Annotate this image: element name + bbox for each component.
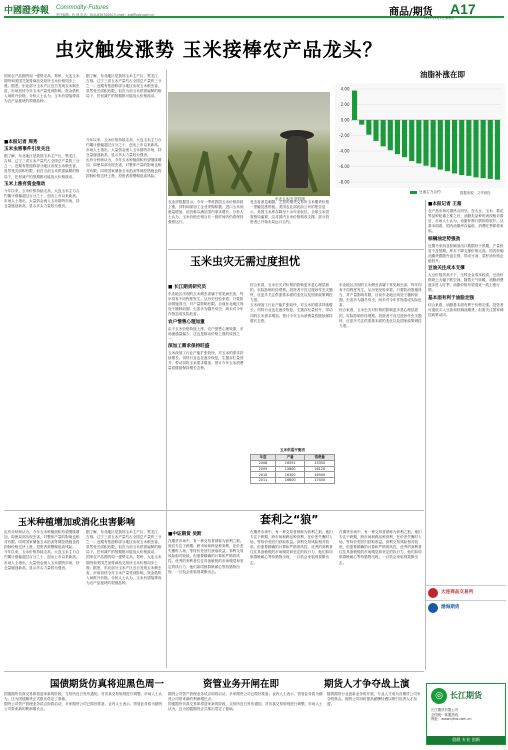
- main-headline: 虫灾触发涨势 玉米接棒农产品龙头？: [55, 39, 383, 61]
- chart-bar-12: [438, 120, 443, 170]
- bottom-title-3: 期货人才争夺战上演: [324, 679, 410, 690]
- section-english: Commodity·Futures: [56, 5, 109, 11]
- right-text-2: 近期马来西亚棕榈油出口数据好于预期，产量恢复不及预期，库存下降支撑价格走高。国内棕榈油期货跟随外盘走强，带动豆油、菜籽油价格企稳回升。: [428, 243, 504, 263]
- chart-title: 油脂补涨在即: [420, 70, 465, 79]
- center-lower-text-4: 东北地区出现的玉米螟虫害属于常见病虫害，每年均有不同程度发生。从历史经验来看，只要防治措施得当，对产量影响有限。目前东北地区尚处于播种前期，虫害多为越冬幼虫，尚未对今年作物造成实际危害。: [339, 283, 422, 308]
- center-lower-text-2: 玉米深加工行业产能扩张较快，对玉米的需求持续增长。饲料行业也在逐步恢复，生猪存栏量回升，带动饲料玉米需求增加。预计今年玉米消费量将继续保持增长态势。: [168, 351, 244, 371]
- lead-intro: [4, 74, 82, 134]
- bottom-title-2: 资管业务开闸在即: [203, 679, 280, 690]
- table-cell-3-0: 2011: [251, 478, 276, 484]
- table-cell-1-2: 16120: [305, 466, 335, 472]
- center-lower-text-5: 综合来看，玉米虫灾对价格的影响更多是心理层面的，实际影响有待观察。投资者不宜过度炒作虫灾题材，应更多关注供需基本面的变化以及国家政策调控力度。: [339, 308, 422, 328]
- chart-legend: [410, 190, 441, 195]
- lead-bottom-text-1b: 今年以来，玉米价格持续走高，大连玉米主力合约累计涨幅超过百分之十，创出上市以来新高。市场人士指出，大量资金流入玉米期货市场，持仓量屡创新高，显示多头力量较为强劲。: [4, 550, 80, 570]
- table-title: 玉米供需平衡表: [279, 448, 306, 452]
- lead-col-2: [86, 138, 164, 308]
- y-tick-label-0: 4.00: [340, 86, 350, 92]
- chart-bar-11: [431, 120, 436, 167]
- y-tick-label-5: -6.00: [339, 163, 350, 169]
- wolf-heading: ■中证期货 吴斯: [168, 532, 202, 537]
- chart-bar-3: [373, 120, 378, 141]
- table-row: [251, 460, 335, 466]
- ad-bohai-name: 渤海期货: [441, 605, 460, 610]
- lead-intro-text: 国家农产品期货周一强势走高，郑州、大连玉米期货和美国芝加哥商品交易所玉米价格同步上涨。据悉，东北部分玉米产区近日发现玉米螟虫害，市场担忧今年玉米产量受到影响，资金借机入场推升价格。分析人士认为，玉米有望接棒成为农产品板块的领涨品种。: [4, 74, 80, 104]
- wolf-col-2: [250, 530, 335, 668]
- page-number: A17: [450, 1, 476, 17]
- lead-body-2: 今年以来，玉米价格持续走高，大连玉米主力合约累计涨幅超过百分之十，创出上市以来新高。市场人士指出，大量资金流入玉米期货市场，持仓量屡创新高，显示多头力量较为强劲。: [4, 188, 80, 209]
- center-text-2: 受虫害消息刺激，芝加哥期货交易所玉米期货价格一度触及涨停板。美国农业部此前公布的报告显示，美国玉米库存降至十余年来低位，全球玉米供需格局偏紧，这对国内玉米价格构成支撑。部分投资者已开始布局远月合约。: [250, 200, 330, 225]
- wolf-text-3: 在期货市场中，有一种交易者被称为套利之狼。他们专注于跨期、跨市场和跨品种套利，在价差失衡时入场，等待价差回归获取收益。套利交易风险相对较低，但需要精确的计算和严格的风控。优秀的套利者往往具备敏锐的市场嗅觉和坚定的执行力，他们如同狼群般耐心等待猎物出现，一旦机会来临则果断出击。: [339, 530, 422, 565]
- table-header-2: 消费量: [305, 455, 335, 461]
- ad-details: 长江期货有限公司 全国统一客服热线 网址：www.cjfco.com.cn: [431, 708, 472, 722]
- right-subhead-3: 豆油关注成本支撑: [428, 266, 465, 272]
- ad-slogan: 稳健 专业 创新: [427, 736, 505, 744]
- chart-bar-19: [488, 120, 493, 179]
- center-lower-col-2: [250, 283, 335, 443]
- bottom-text-2: 期货公司资产管理业务试点即将启动，多家期货公司已做好准备。业内人士表示，资管业务将为期货公司带来新的利润增长点。: [168, 692, 323, 702]
- wolf-col-1: [168, 530, 246, 668]
- right-text-3: 大豆价格居高不下，压榨企业成本较高，豆油价格缺乏大幅下跌空间。随着天气转暖，油脂消费逐步进入旺季，油脂价格有望迎来一波上涨行情。: [428, 273, 504, 293]
- table-cell-0-0: 2008: [251, 460, 276, 466]
- masthead: [4, 3, 504, 18]
- lead-subhead-1: 玉米虫害事件引发关注: [4, 147, 50, 153]
- legend-label: 豆油主力合约: [419, 190, 441, 194]
- table-header-1: 产量: [275, 455, 305, 461]
- center-col-1: [168, 200, 246, 244]
- page-date: 2011年4月1日 星期五: [424, 16, 455, 20]
- oil-chart-svg: [335, 83, 505, 188]
- center-col-2: [250, 200, 332, 244]
- wolf-title: 套利之“狼”: [260, 513, 319, 526]
- lead-reporter: ■本报记者 周秀: [4, 140, 38, 145]
- y-tick-label-1: 2.00: [340, 101, 350, 107]
- chart-bar-2: [366, 120, 371, 135]
- bottom-col-3: [327, 692, 423, 747]
- chart-bar-13: [445, 120, 450, 171]
- lead-intro-text-2: 据了解，东北地区是我国玉米主产区，黑龙江、吉林、辽宁三省玉米产量约占全国总产量的三分之一。近期有报道称部分地区出现玉米螟虫害，虽然受灾面积有限，但在当前玉米供需偏紧的格局下，任何减产的预期都可能放大价格波动。: [86, 74, 162, 99]
- chart-bar-9: [416, 120, 421, 163]
- center-lower-text-3: 综合来看，玉米虫灾对价格的影响更多是心理层面的，实际影响有待观察。投资者不宜过度炒作虫灾题材，应更多关注供需基本面的变化以及国家政策调控力度。: [250, 283, 333, 303]
- table-cell-3-1: 16800: [275, 478, 305, 484]
- corn-field-photo: [168, 92, 330, 196]
- chart-bar-14: [452, 120, 457, 173]
- right-subhead-2: 棕榈油走势强劲: [428, 236, 461, 242]
- table-cell-0-1: 16591: [275, 460, 305, 466]
- center-lower-text-3b: 玉米深加工行业产能扩张较快，对玉米的需求持续增长。饲料行业也在逐步恢复，生猪存栏量回升，带动饲料玉米需求增加。预计今年玉米消费量将继续保持增长态势。: [250, 303, 333, 323]
- lead-subhead-2: 玉米上涨有资金推动: [4, 181, 46, 187]
- lead-body-1: 据了解，东北地区是我国玉米主产区，黑龙江、吉林、辽宁三省玉米产量约占全国总产量的三分之一。近期有报道称部分地区出现玉米螟虫害，虽然受灾面积有限，但在当前玉米供需偏紧的格局下，任何减产的预期都可能放大价格波动。: [4, 154, 80, 179]
- lead-bottom-title: 玉米种植增加或消化虫害影响: [18, 518, 136, 528]
- table-row: [251, 472, 335, 478]
- center-lower-title: 玉米虫灾无需过度担忧: [190, 255, 300, 268]
- table-cell-2-2: 16900: [305, 472, 335, 478]
- table-cell-3-2: 17400: [305, 478, 335, 484]
- y-tick-label-6: -8.00: [339, 179, 350, 185]
- lead-bottom-col-2: [86, 530, 164, 668]
- center-lower-text-1b: 由于玉米价格持续上涨，农户惜售心理较重，市场流通量偏少，这也是推动价格上涨的原因之一。: [168, 326, 244, 341]
- chart-bar-5: [388, 120, 393, 150]
- ad-dce-name: 大连商品交易所: [441, 590, 474, 595]
- table-cell-0-2: 15350: [305, 460, 335, 466]
- center-lower-sub-2: 深加工需求保持旺盛: [168, 343, 210, 349]
- bottom-text-2b: 国债期货仿真交易即将迎来新的阶段，交易所近日发布通知，对仿真交易规则进行调整。市场人士认为，这为国债期货正式推出奠定了基础。: [168, 702, 323, 712]
- data-table: [250, 454, 335, 484]
- farmer-figure: [286, 136, 308, 188]
- lead-body-2b: 今年以来，玉米价格持续走高，大连玉米主力合约累计涨幅超过百分之十，创出上市以来新高。市场人士指出，大量资金流入玉米期货市场，持仓量屡创新高，显示多头力量较为强劲。: [86, 138, 162, 158]
- bottom-text-1b: 期货公司资产管理业务试点即将启动，多家期货公司已做好准备。业内人士表示，资管业务将为期货公司带来新的利润增长点。: [4, 702, 163, 712]
- lead-bottom-text-2: 据了解，东北地区是我国玉米主产区，黑龙江、吉林、辽宁三省玉米产量约占全国总产量的三分之一。近期有报道称部分地区出现玉米螟虫害，虽然受灾面积有限，但在当前玉米供需偏紧的格局下，任何减产的预期都可能放大价格波动。: [86, 530, 162, 555]
- center-text-1: 农业部数据显示，今年一季度我国玉米价格持续上涨，饲料和深加工企业采购积极。进口玉米到港量增加，但仍难以满足国内需求增长。分析人士认为，玉米价格在相当长一段时间内仍将保持强势运行。: [168, 200, 244, 225]
- lead-bottom-text-2b: 国家农产品期货周一强势走高，郑州、大连玉米期货和美国芝加哥商品交易所玉米价格同步上涨。据悉，东北部分玉米产区近日发现玉米螟虫害，市场担忧今年玉米产量受到影响，资金借机入场推升价格。分析人士认为，玉米有望接棒成为农产品板块的领涨品种。: [86, 555, 162, 585]
- table-header-0: 年度: [251, 455, 276, 461]
- bottom-text-3: 随着期货行业创新业务的开展，专业人才成为各期货公司争夺的焦点。期货公司纷纷提高薪酬待遇以吸引优秀人才加盟。: [327, 692, 421, 707]
- bottom-text-1: 国债期货仿真交易即将迎来新的阶段，交易所近日发布通知，对仿真交易规则进行调整。市场人士认为，这为国债期货正式推出奠定了基础。: [4, 692, 163, 702]
- lead-intro-col2: [86, 74, 164, 134]
- lead-col-1: [4, 138, 82, 308]
- column-rule-1: [166, 70, 167, 668]
- right-column: [428, 200, 506, 580]
- chart-source: 数据来源：文华财经: [460, 191, 491, 195]
- center-lower-sub-1: 农户惜售心理加重: [168, 319, 205, 325]
- right-text-4: 综合来看，油脂基本面有利于价格走强，投资者可逢低买入豆油和棕榈油期货，但需关注国家调控政策动向。: [428, 302, 504, 317]
- table-cell-1-1: 15800: [275, 466, 305, 472]
- y-tick-label-2: 0.00: [340, 117, 350, 123]
- table-cell-2-1: 16300: [275, 472, 305, 478]
- lead-bottom-text-1: 也有分析师认为，今年玉米种植面积有望继续增加，即使局部出现虫害，对整体产量的影响也相对有限。同时国家储备玉米拍卖等调控措施也将抑制价格过快上涨，投资者需警惕追高风险。: [4, 530, 80, 550]
- header-contact: 责任编辑：孙 涛 电话：010-63070000 E-mail：zzb@zzb.com.cn: [56, 13, 155, 17]
- table-row: [251, 466, 335, 472]
- bottom-col-1: [4, 692, 164, 747]
- table-cell-2-0: 2010: [251, 472, 276, 478]
- oil-chart: [335, 83, 505, 188]
- wolf-text-2: 在期货市场中，有一种交易者被称为套利之狼。他们专注于跨期、跨市场和跨品种套利，在价差失衡时入场，等待价差回归获取收益。套利交易风险相对较低，但需要精确的计算和严格的风控。优秀的套利者往往具备敏锐的市场嗅觉和坚定的执行力，他们如同狼群般耐心等待猎物出现，一旦机会来临则果断出击。: [250, 530, 333, 565]
- lower-divider: [4, 510, 424, 511]
- wolf-text-1: 在期货市场中，有一种交易者被称为套利之狼。他们专注于跨期、跨市场和跨品种套利，在价差失衡时入场，等待价差回归获取收益。套利交易风险相对较低，但需要精确的计算和严格的风控。优秀的套利者往往具备敏锐的市场嗅觉和坚定的执行力，他们如同狼群般耐心等待猎物出现，一旦机会来临则果断出击。: [168, 539, 244, 574]
- chart-bar-6: [395, 120, 400, 154]
- chart-bar-0: [352, 91, 357, 120]
- chart-bar-1: [359, 120, 364, 125]
- ad-changjiang-futures[interactable]: [426, 683, 506, 745]
- photo-caption: 东北玉米田 资料图: [275, 197, 305, 201]
- ad-dce[interactable]: [426, 585, 506, 599]
- chart-bar-7: [402, 120, 407, 157]
- table-cell-1-0: 2009: [251, 466, 276, 472]
- right-reporter: ■本报记者 王超: [428, 202, 462, 207]
- wolf-col-3: [339, 530, 424, 668]
- bottom-divider: [4, 671, 424, 672]
- right-text-1: 农产品市场可谓热点纷呈。在大豆、玉米、棉花等品种轮番上涨之后，油脂类品种的表现相对滞后，市场人士认为，油脂补涨行情即将展开。从基本面看，国内油脂库存偏低，消费旺季即将来临。: [428, 209, 504, 234]
- section-title: 商品/期货: [389, 7, 433, 18]
- chart-bar-18: [481, 120, 486, 178]
- paper-name: 中國證券報: [4, 6, 50, 16]
- changjiang-logo-icon: ◎: [431, 688, 447, 704]
- right-subhead-4: 基本面有利于油脂走强: [428, 295, 474, 301]
- chart-bar-16: [466, 120, 471, 176]
- chart-bar-15: [459, 120, 464, 175]
- column-rule-2: [425, 200, 426, 670]
- supply-demand-table: [250, 448, 335, 484]
- chart-bar-8: [409, 120, 414, 161]
- table-row: [251, 478, 335, 484]
- y-tick-label-3: -2.00: [339, 132, 350, 138]
- lead-body-3: 也有分析师认为，今年玉米种植面积有望继续增加，即使局部出现虫害，对整体产量的影响也相对有限。同时国家储备玉米拍卖等调控措施也将抑制价格过快上涨，投资者需警惕追高风险。: [86, 158, 162, 178]
- y-tick-label-4: -4.00: [339, 148, 350, 154]
- ad-bohai[interactable]: [426, 600, 506, 614]
- center-lower-heading: ■ 长江期货研究员: [168, 285, 207, 290]
- bohai-logo-icon: [428, 603, 438, 613]
- center-lower-col-3: [339, 283, 424, 503]
- bottom-title-1: 国债期货仿真将迎黑色周一: [50, 679, 165, 690]
- chart-bar-10: [423, 120, 428, 166]
- chart-bar-4: [381, 120, 386, 146]
- lead-bottom-col-1: [4, 530, 82, 668]
- legend-swatch: [410, 191, 417, 194]
- center-lower-col-1: [168, 283, 246, 503]
- chart-bar-20: [495, 120, 500, 180]
- ad-company-name: 长江期货: [450, 691, 482, 700]
- dce-logo-icon: [428, 588, 438, 598]
- chart-bar-17: [473, 120, 478, 177]
- center-divider: [168, 249, 424, 250]
- center-lower-text-1: 东北地区出现的玉米螟虫害属于常见病虫害，每年均有不同程度发生。从历史经验来看，只要防治措施得当，对产量影响有限。目前东北地区尚处于播种前期，虫害多为越冬幼虫，尚未对今年作物造成实际危害。: [168, 292, 244, 317]
- bottom-col-2: [168, 692, 323, 747]
